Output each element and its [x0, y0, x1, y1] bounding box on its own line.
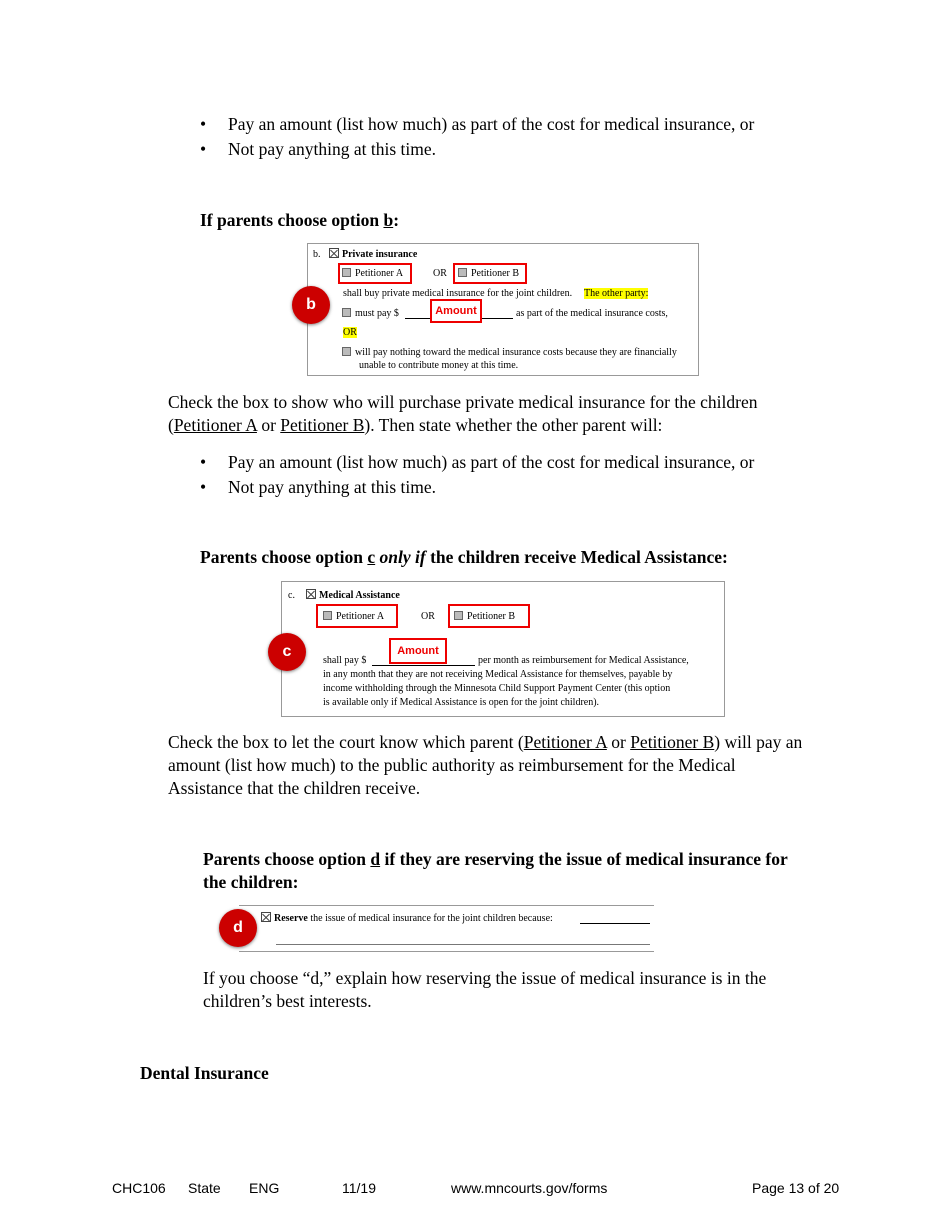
section-d-paragraph: If you choose “d,” explain how reserving the issue of medical insurance is in the children’s best interests. [203, 968, 767, 1011]
form-c-excerpt: c. Medical Assistance Petitioner A OR Petitioner B shall pay $ per month as reimbursement for Medical Assistance, in any month that they are not receiving Medical Assistance for themselves, payable by income withholding through the Minnesota Child Support Payment Center (this option is available only if Medical Assistance is open for the joint children). [281, 581, 725, 717]
list-item: • Pay an amount (list how much) as part of the cost for medical insurance, or [200, 450, 754, 475]
highlight-petitioner-a [338, 263, 412, 284]
badge-b: b [292, 286, 330, 324]
highlight-petitioner-b [448, 604, 530, 628]
highlight-petitioner-a [316, 604, 398, 628]
footer-form-id: CHC106 [112, 1180, 166, 1196]
checkbox-checked-icon [306, 589, 316, 599]
amount-callout: Amount [430, 299, 482, 323]
bullet-list-b [200, 450, 754, 499]
dental-insurance-heading: Dental Insurance [140, 1063, 269, 1083]
checkbox-icon [342, 308, 351, 317]
checkbox-icon [342, 347, 351, 356]
footer-language: ENG [249, 1180, 280, 1196]
checkbox-checked-icon [261, 912, 271, 922]
footer-page-number: Page 13 of 20 [752, 1180, 840, 1196]
section-c-heading: Parents choose option c only if the children receive Medical Assistance: [200, 547, 728, 567]
amount-callout: Amount [389, 638, 447, 664]
list-item: • Pay an amount (list how much) as part of the cost for medical insurance, or [200, 112, 754, 137]
section-c-paragraph: Check the box to let the court know which parent (Petitioner A or Petitioner B) will pay an amount (list how much) to the public authority as reimbursement for the Medical Assistance that the children receive. [168, 732, 803, 798]
footer-date: 11/19 [342, 1180, 376, 1196]
badge-c: c [268, 633, 306, 671]
bullet-list-top [200, 112, 754, 161]
checkbox-checked-icon [329, 248, 339, 258]
badge-d: d [219, 909, 257, 947]
form-d-excerpt: Reserve the issue of medical insurance for the joint children because: [239, 905, 654, 952]
list-item: • Not pay anything at this time. [200, 137, 754, 162]
section-b-heading: If parents choose option b: [200, 210, 400, 230]
highlight-petitioner-b [453, 263, 527, 284]
section-b-paragraph: Check the box to show who will purchase private medical insurance for the children (Petitioner A or Petitioner B). Then state whether the other parent will: [168, 392, 758, 435]
form-b-excerpt: b. Private insurance Petitioner A OR Petitioner B shall buy private medical insurance for the joint children. The other party: must pay $ as part of the medical insurance costs, OR will pay nothing toward the medical insurance costs because they are financially unable to contribute money at this time. [307, 243, 699, 376]
footer-state: State [188, 1180, 221, 1196]
footer-url: www.mncourts.gov/forms [451, 1180, 608, 1196]
section-d-heading: Parents choose option d if they are reserving the issue of medical insurance for the children: [203, 849, 788, 892]
list-item: • Not pay anything at this time. [200, 475, 754, 500]
